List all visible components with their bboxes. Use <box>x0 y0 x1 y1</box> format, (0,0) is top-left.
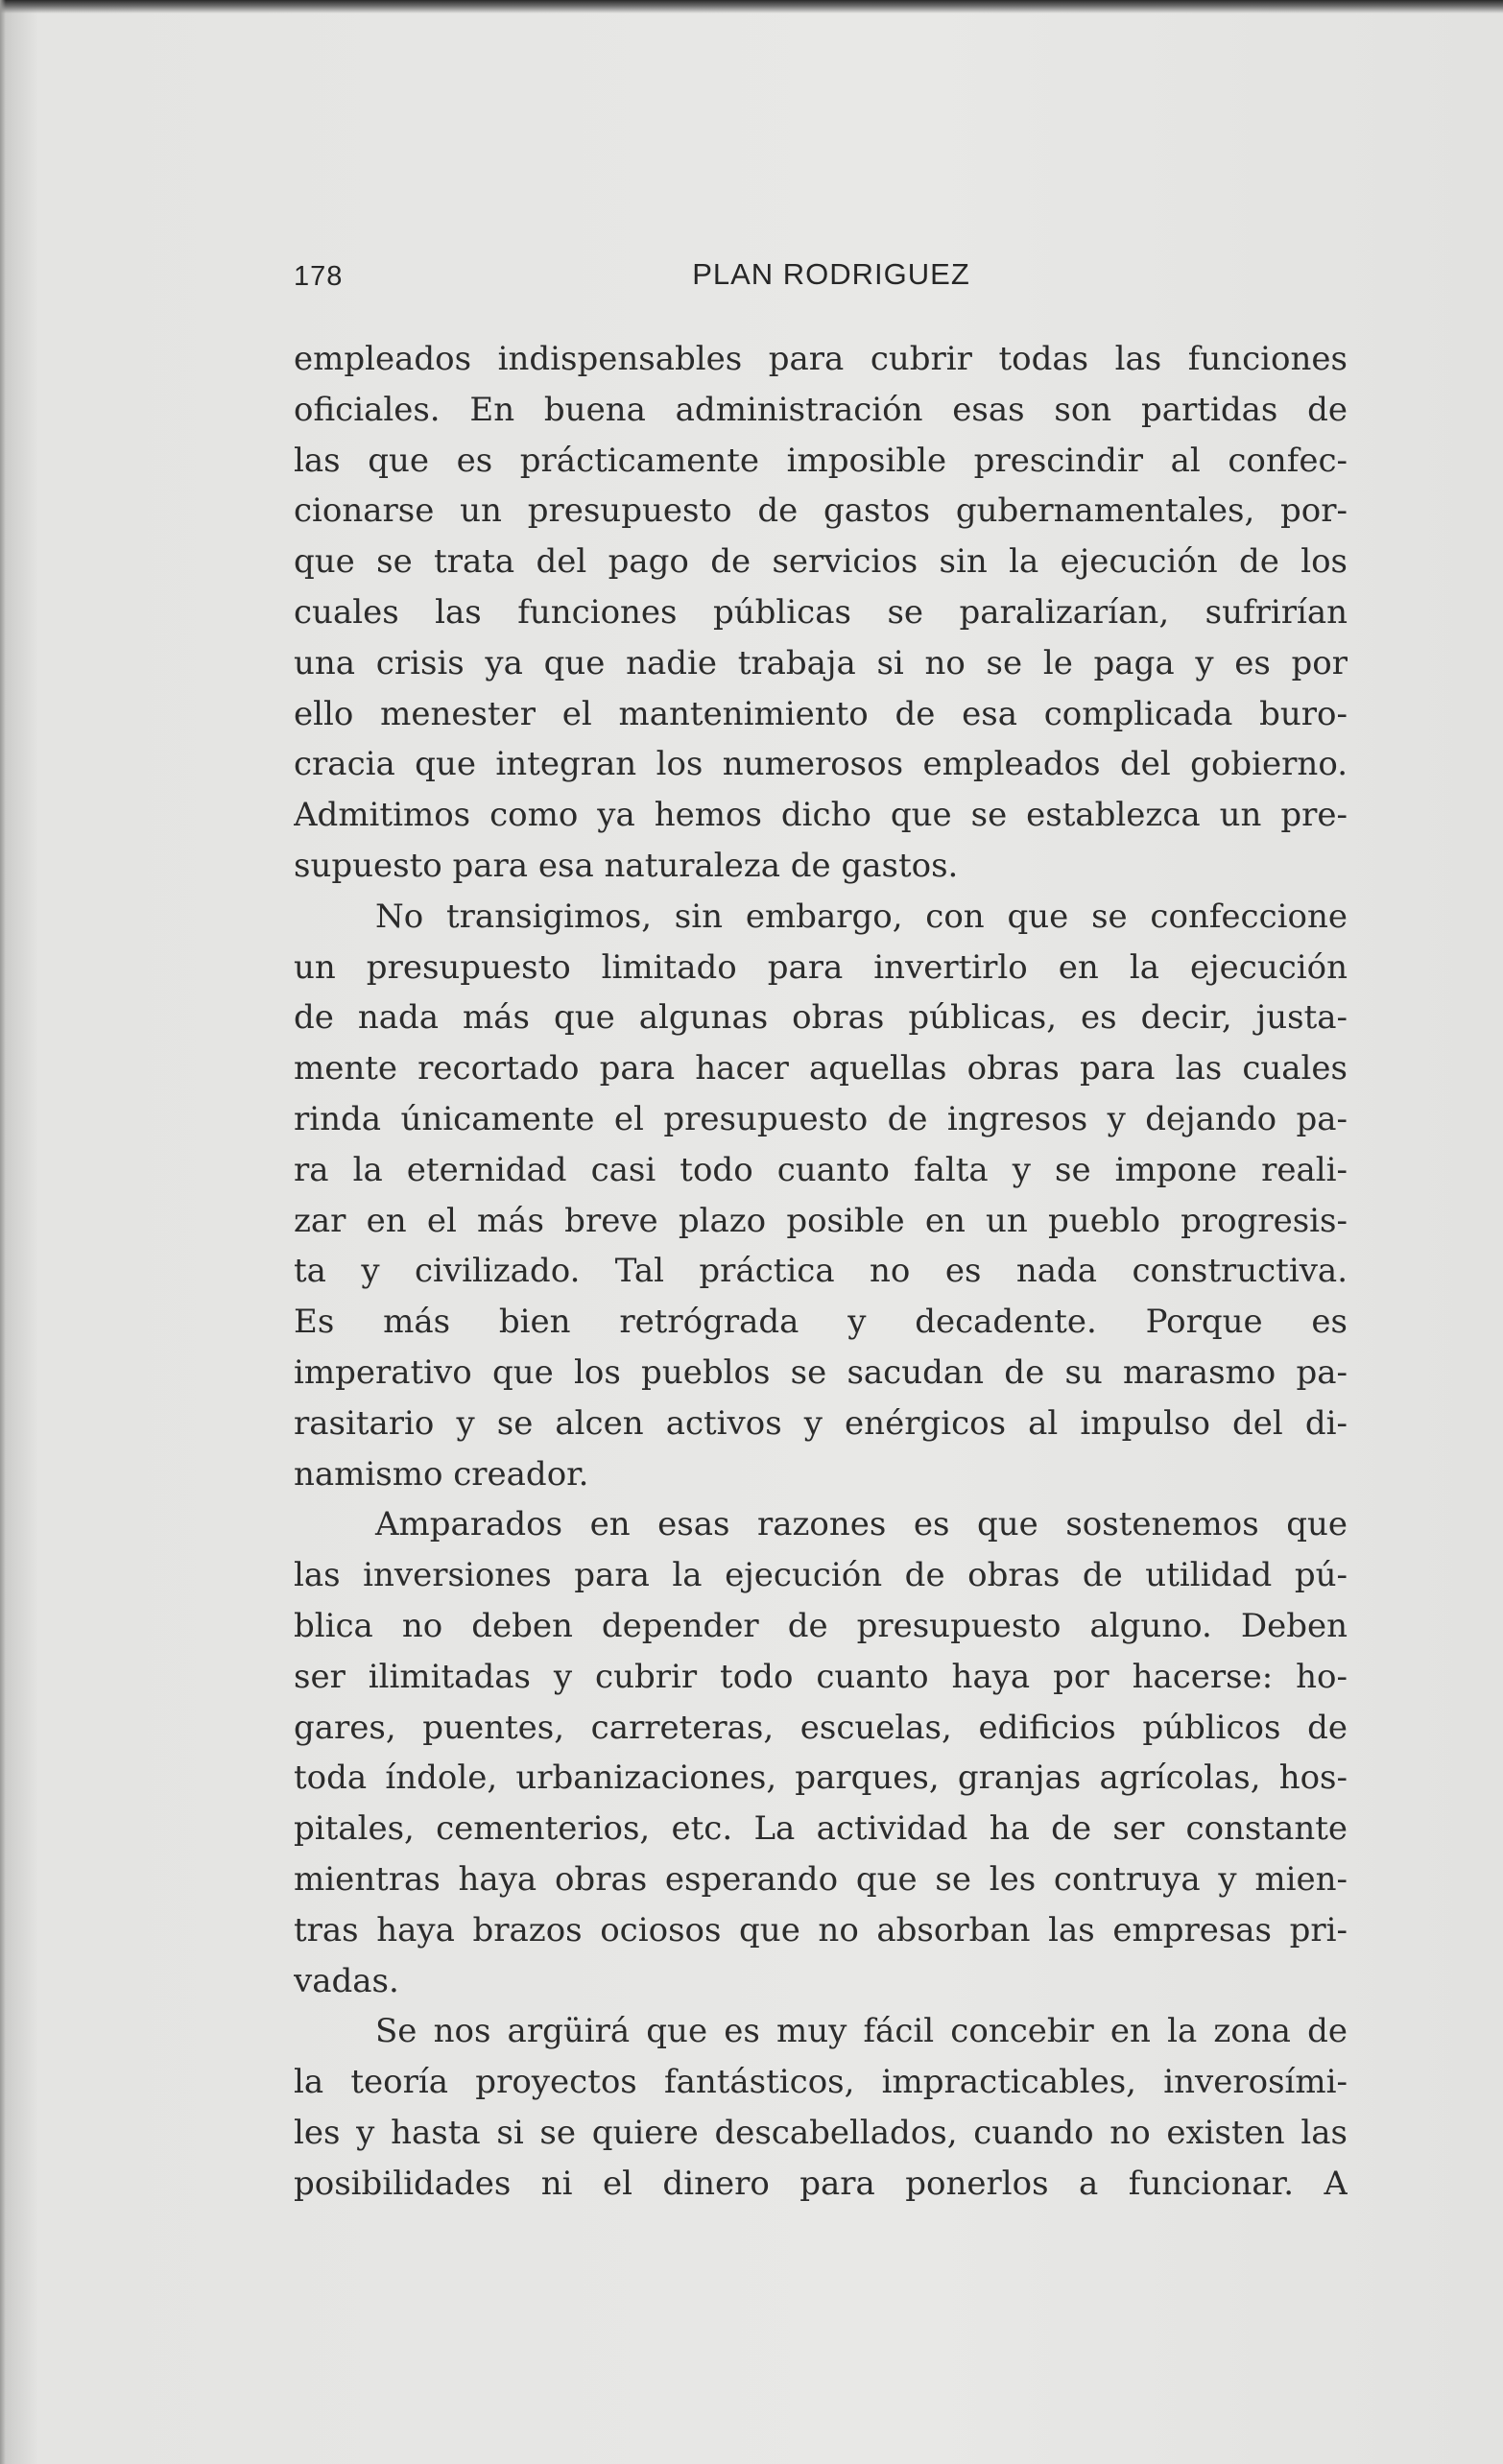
text-line: ello menester el mantenimiento de esa complicada buro- <box>294 694 1348 733</box>
text-line: ra la eternidad casi todo cuanto falta y se impone reali- <box>294 1150 1348 1189</box>
text-line: supuesto para esa naturaleza de gastos. <box>294 846 959 885</box>
text-line: rasitario y se alcen activos y enérgicos al impulso del di- <box>294 1403 1348 1443</box>
text-line: vadas. <box>294 1961 399 2000</box>
text-line: ser ilimitadas y cubrir todo cuanto haya por hacerse: ho- <box>294 1657 1348 1696</box>
text-line: la teoría proyectos fantásticos, impracticables, inverosími- <box>294 2063 1348 2102</box>
text-line: namismo creador. <box>294 1454 589 1494</box>
text-line: de nada más que algunas obras públicas, es decir, justa- <box>294 998 1348 1038</box>
text-line: blica no deben depender de presupuesto alguno. Deben <box>294 1606 1348 1645</box>
text-line: las que es prácticamente imposible prescindir al confec- <box>294 441 1348 480</box>
page-number: 178 <box>294 261 344 292</box>
text-line: Admitimos como ya hemos dicho que se establezca un pre- <box>294 796 1348 835</box>
text-line: ta y civilizado. Tal práctica no es nada constructiva. <box>294 1252 1348 1291</box>
body-text <box>294 334 1348 2209</box>
page-top-edge <box>0 0 1503 13</box>
paragraph <box>294 892 1348 1500</box>
text-line: Amparados en esas razones es que sostenemos que <box>375 1505 1348 1544</box>
text-line: tras haya brazos ociosos que no absorban las empresas pri- <box>294 1910 1348 1950</box>
text-line: oficiales. En buena administración esas son partidas de <box>294 390 1348 429</box>
paragraph <box>294 2006 1348 2209</box>
text-line: un presupuesto limitado para invertirlo en la ejecución <box>294 947 1348 987</box>
text-line: posibilidades ni el dinero para ponerlos a funcionar. A <box>294 2164 1348 2203</box>
text-line: que se trata del pago de servicios sin la ejecución de los <box>294 542 1348 582</box>
text-line: cuales las funciones públicas se paralizarían, sufrirían <box>294 592 1348 632</box>
page-left-edge <box>0 0 6 2464</box>
text-line: imperativo que los pueblos se sacudan de su marasmo pa- <box>294 1352 1348 1392</box>
text-line: Es más bien retrógrada y decadente. Porque es <box>294 1303 1348 1342</box>
text-line: cionarse un presupuesto de gastos gubernamentales, por- <box>294 491 1348 531</box>
text-line: pitales, cementerios, etc. La actividad ha de ser constante <box>294 1809 1348 1849</box>
text-line: empleados indispensables para cubrir todas las funciones <box>294 340 1348 378</box>
text-line: les y hasta si se quiere descabellados, cuando no existen las <box>294 2113 1348 2152</box>
text-line: una crisis ya que nadie trabaja si no se le paga y es por <box>294 643 1348 682</box>
text-line: cracia que integran los numerosos empleados del gobierno. <box>294 745 1348 784</box>
paragraph <box>294 334 1348 892</box>
text-line: No transigimos, sin embargo, con que se confeccione <box>375 897 1348 936</box>
text-line: toda índole, urbanizaciones, parques, granjas agrícolas, hos- <box>294 1758 1348 1798</box>
text-line: mente recortado para hacer aquellas obras para las cuales <box>294 1049 1348 1088</box>
text-line: mientras haya obras esperando que se les contruya y mien- <box>294 1859 1348 1899</box>
text-line: zar en el más breve plazo posible en un pueblo progresis- <box>294 1201 1348 1240</box>
paragraph <box>294 1499 1348 2006</box>
text-line: Se nos argüirá que es muy fácil concebir en la zona de <box>375 2012 1348 2051</box>
running-head: PLAN RODRIGUEZ <box>692 257 970 291</box>
text-line: gares, puentes, carreteras, escuelas, edificios públicos de <box>294 1708 1348 1747</box>
text-line: rinda únicamente el presupuesto de ingresos y dejando pa- <box>294 1099 1348 1138</box>
text-line: las inversiones para la ejecución de obras de utilidad pú- <box>294 1556 1348 1595</box>
page-header <box>294 257 1348 299</box>
